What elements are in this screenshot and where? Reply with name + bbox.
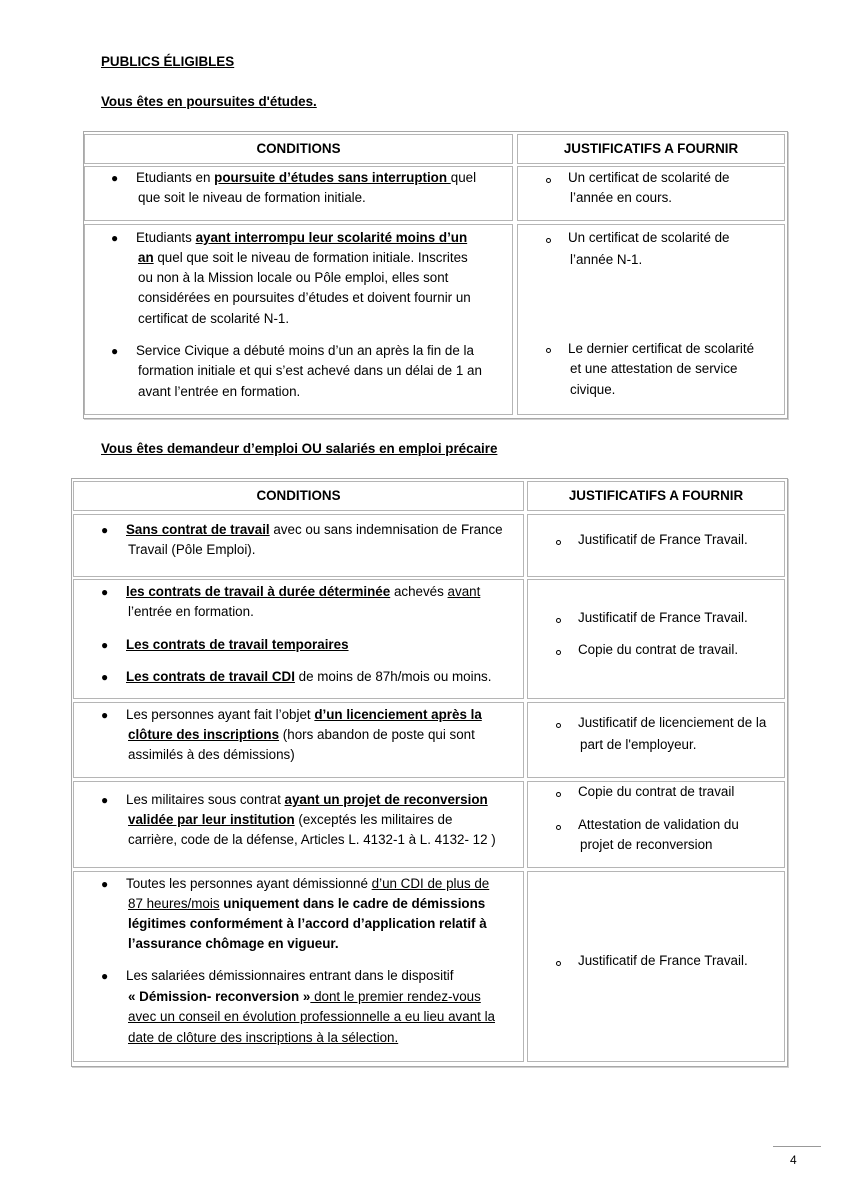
condition-text: 87 heures/mois uniquement dans le cadre de démissions [128,896,486,911]
circle-bullet-icon [556,540,561,545]
condition-text: l’entrée en formation. [128,604,254,619]
circle-bullet-icon [556,723,561,728]
condition-text: que soit le niveau de formation initiale. [138,190,366,205]
document-text: l’année N-1. [570,252,643,267]
bullet-icon: ● [101,969,109,983]
bullet-icon: ● [111,231,119,245]
column-header-justificatifs: JUSTIFICATIFS A FOURNIR [563,141,739,156]
bullet-icon: ● [101,877,109,891]
column-header-conditions: CONDITIONS [256,141,341,156]
bullet-icon: ● [101,523,109,537]
bullet-icon: ● [101,793,109,807]
document-text: Attestation de validation du [578,817,739,832]
bullet-icon: ● [101,585,109,599]
document-text: Copie du contrat de travail [578,784,735,799]
condition-text: validée par leur institution (exceptés les militaires de [128,812,453,827]
circle-bullet-icon [546,348,551,353]
circle-bullet-icon [556,961,561,966]
document-text: Le dernier certificat de scolarité [568,341,755,356]
condition-text: les contrats de travail à durée déterminée achevés avant [126,584,481,599]
document-text: et une attestation de service [570,361,738,376]
column-header-justificatifs: JUSTIFICATIFS A FOURNIR [568,488,744,503]
condition-text: l’assurance chômage en vigueur. [128,936,339,951]
document-text: Justificatif de France Travail. [578,953,748,968]
circle-bullet-icon [546,178,551,183]
document-text: civique. [570,382,616,397]
condition-text: date de clôture des inscriptions à la sélection. [128,1030,399,1045]
document-text: Copie du contrat de travail. [578,642,739,657]
condition-text: Travail (Pôle Emploi). [128,542,256,557]
table2-row2-justificatifs [527,579,785,699]
condition-text: Les salariées démissionnaires entrant dans le dispositif [126,968,454,983]
bullet-icon: ● [111,344,119,358]
document-text: Justificatif de France Travail. [578,610,748,625]
circle-bullet-icon [556,792,561,797]
condition-text: Les contrats de travail temporaires [126,637,349,652]
condition-text: Etudiants ayant interrompu leur scolarité moins d’un [136,230,468,245]
column-header-conditions: CONDITIONS [256,488,341,503]
circle-bullet-icon [556,650,561,655]
condition-text: assimilés à des démissions) [128,747,295,762]
page-number: 4 [790,1153,797,1167]
condition-text: Sans contrat de travail avec ou sans indemnisation de France [126,522,503,537]
section2-heading: Vous êtes demandeur d’emploi OU salariés en emploi précaire [101,441,498,456]
condition-text: ou non à la Mission locale ou Pôle emploi, elles sont [138,270,449,285]
condition-text: avant l’entrée en formation. [138,384,301,399]
condition-text: Les contrats de travail CDI de moins de 87h/mois ou moins. [126,669,492,684]
circle-bullet-icon [556,618,561,623]
section1-heading: Vous êtes en poursuites d'études. [101,94,317,109]
circle-bullet-icon [546,238,551,243]
condition-text: Les militaires sous contrat ayant un projet de reconversion [126,792,488,807]
document-text: projet de reconversion [580,837,713,852]
condition-text: « Démission- reconversion » dont le premier rendez-vous [128,989,481,1004]
document-text: Un certificat de scolarité de [568,230,730,245]
bullet-icon: ● [101,670,109,684]
condition-text: an quel que soit le niveau de formation initiale. Inscrites [138,250,468,265]
document-text: Justificatif de licenciement de la [578,715,767,730]
condition-text: Etudiants en poursuite d’études sans interruption quel [136,170,477,185]
condition-text: carrière, code de la défense, Articles L. 4132-1 à L. 4132- 12 ) [128,832,496,847]
bullet-icon: ● [111,171,119,185]
document-text: l’année en cours. [570,190,672,205]
circle-bullet-icon [556,825,561,830]
bullet-icon: ● [101,708,109,722]
bullet-icon: ● [101,638,109,652]
condition-text: clôture des inscriptions (hors abandon de poste qui sont [128,727,475,742]
condition-text: certificat de scolarité N-1. [138,311,290,326]
condition-text: Les personnes ayant fait l’objet d’un licenciement après la [126,707,482,722]
condition-text: formation initiale et qui s’est achevé dans un délai de 1 an [138,363,482,378]
condition-text: Toutes les personnes ayant démissionné d’un CDI de plus de [126,876,490,891]
condition-text: considérées en poursuites d’études et doivent fournir un [138,290,471,305]
table1-row2-justificatifs [517,224,785,415]
footer-divider [773,1146,821,1147]
document-text: part de l'employeur. [580,737,697,752]
document-text: Justificatif de France Travail. [578,532,748,547]
condition-text: avec un conseil en évolution professionnelle a eu lieu avant la [128,1009,496,1024]
condition-text: légitimes conformément à l’accord d’application relatif à [128,916,487,931]
page-title: PUBLICS ÉLIGIBLES [101,54,235,69]
condition-text: Service Civique a débuté moins d’un an après la fin de la [136,343,474,358]
document-text: Un certificat de scolarité de [568,170,730,185]
